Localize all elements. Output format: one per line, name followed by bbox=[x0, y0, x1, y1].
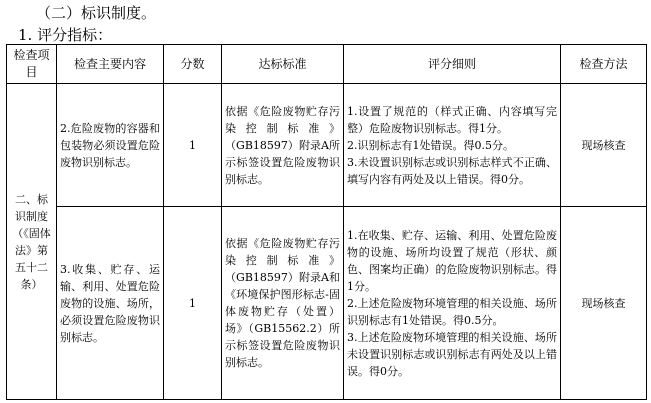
header-item: 检查项目 bbox=[7, 45, 57, 84]
score-cell: 1 bbox=[164, 207, 222, 400]
detail-cell bbox=[344, 207, 561, 400]
detail-line: 2.上述危险废物环境管理的相关设施、场所识别标志有1处错误。得0.5分。 bbox=[347, 296, 557, 327]
header-detail: 评分细则 bbox=[344, 45, 561, 84]
header-content: 检查主要内容 bbox=[57, 45, 164, 84]
item-cell: 二、标识制度（《固体法》第五十二条） bbox=[7, 84, 57, 400]
content-cell: 3.收集、贮存、运输、利用、处置危险废物的设施、场所，必须设置危险废物识别标志。 bbox=[57, 207, 164, 400]
section-heading: （二）标识制度。 bbox=[36, 4, 157, 22]
detail-line: 1.设置了规范的（样式正确、内容填写完整）危险废物识别标志。得1分。 bbox=[347, 104, 557, 135]
table-row bbox=[7, 207, 647, 400]
detail-line: 1.在收集、贮存、运输、利用、处置危险废物的设施、场所均设置了规范（形状、颜色、图案均正确）的危险废物识别标志。得1分。 bbox=[347, 228, 557, 293]
header-score: 分数 bbox=[164, 45, 222, 84]
table-row bbox=[7, 84, 647, 207]
header-method: 检查方法 bbox=[561, 45, 647, 84]
scoring-table bbox=[6, 44, 647, 400]
standard-cell: 依据《危险废物贮存污染控制标准》（GB18597）附录A和《环境保护图形标志-固体废物贮存（处置）场》（GB15562.2）所示标签设置危险废物识别标志。 bbox=[222, 207, 344, 400]
detail-line: 3.未设置识别标志或识别标志样式不正确、填写内容有两处及以上错误。得0分。 bbox=[347, 155, 557, 186]
content-cell: 2.危险废物的容器和包装物必须设置危险废物识别标志。 bbox=[57, 84, 164, 207]
score-cell: 1 bbox=[164, 84, 222, 207]
standard-cell: 依据《危险废物贮存污染控制标准》（GB18597）附录A所示标签设置危险废物识别标志。 bbox=[222, 84, 344, 207]
detail-line: 3.上述危险废物环境管理的相关设施、场所未设置识别标志或识别标志有两处及以上错误。得0分。 bbox=[347, 330, 557, 378]
method-cell: 现场核查 bbox=[561, 84, 647, 207]
header-standard: 达标标准 bbox=[222, 45, 344, 84]
sub-heading: 1. 评分指标： bbox=[18, 26, 113, 44]
method-cell: 现场核查 bbox=[561, 207, 647, 400]
detail-cell bbox=[344, 84, 561, 207]
header-row bbox=[7, 45, 647, 84]
detail-line: 2.识别标志有1处错误。得0.5分。 bbox=[347, 138, 514, 152]
